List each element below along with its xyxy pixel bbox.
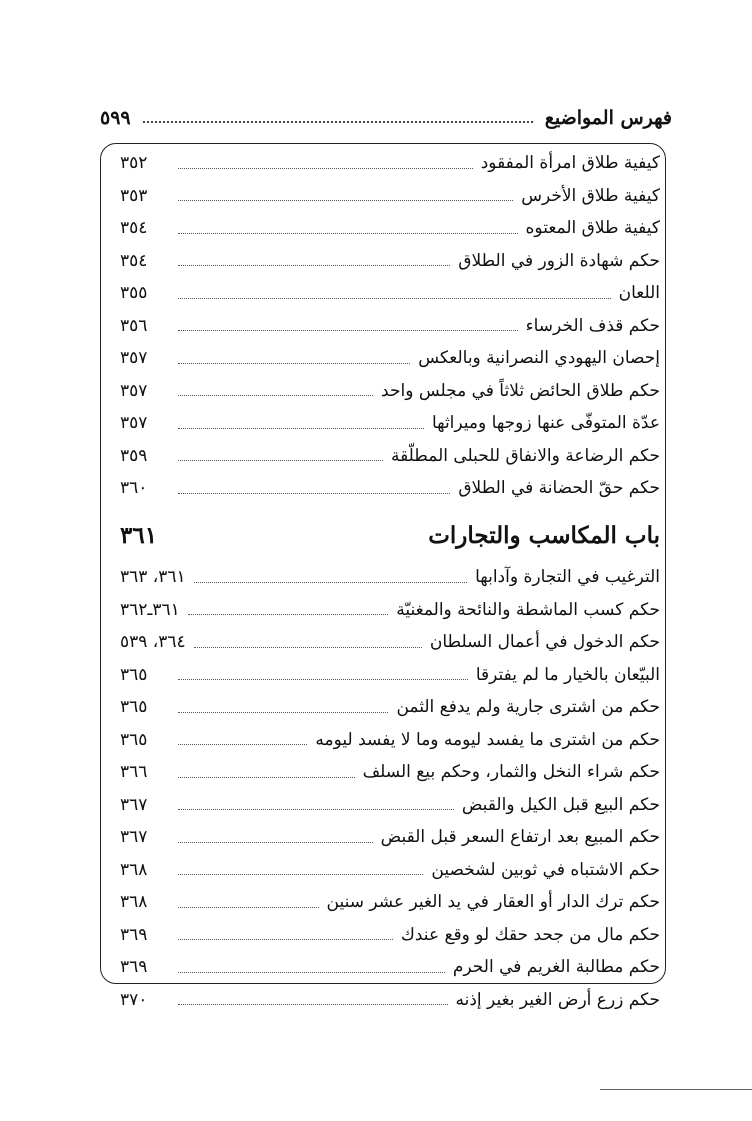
entry-title: كيفية طلاق امرأة المفقود xyxy=(480,153,660,174)
leader-dots xyxy=(178,777,355,778)
leader-dots xyxy=(178,842,373,843)
leader-dots xyxy=(178,493,450,494)
leader-dots xyxy=(178,168,473,169)
toc-entry[interactable] xyxy=(120,212,660,245)
entry-title: حكم من اشترى ما يفسد ليومه وما لا يفسد ليومه xyxy=(315,729,660,750)
toc-entry[interactable] xyxy=(120,886,660,919)
leader-dots xyxy=(178,972,445,973)
entry-page: ٣٥٦ xyxy=(120,315,148,336)
leader-dots xyxy=(178,679,468,680)
entry-title: حكم كسب الماشطة والنائحة والمغنيّة xyxy=(396,599,660,620)
toc-entry[interactable] xyxy=(120,951,660,984)
entry-page: ٣٦٤، ٥٣٩ xyxy=(120,632,186,653)
leader-dots xyxy=(178,265,450,266)
leader-dots xyxy=(188,614,388,615)
toc-entry[interactable] xyxy=(120,147,660,180)
entry-page: ٣٦٥ xyxy=(120,664,148,685)
entry-title: الترغيب في التجارة وآدابها xyxy=(475,567,660,588)
entry-title: حكم شراء النخل والثمار، وحكم بيع السلف xyxy=(362,762,660,783)
toc-entry[interactable] xyxy=(120,756,660,789)
leader-dots xyxy=(178,233,518,234)
entry-page: ٣٥٧ xyxy=(120,380,148,401)
toc-entry[interactable] xyxy=(120,310,660,343)
entry-page: ٣٦٧ xyxy=(120,827,148,848)
leader-dots xyxy=(178,1004,448,1005)
section-heading[interactable] xyxy=(120,515,660,555)
entry-page: ٣٦٩ xyxy=(120,957,148,978)
section-page: ٣٦١ xyxy=(120,521,158,549)
entry-page: ٣٥٧ xyxy=(120,413,148,434)
toc-entry[interactable] xyxy=(120,277,660,310)
toc-entry[interactable] xyxy=(120,245,660,278)
entry-title: حكم حقّ الحضانة في الطلاق xyxy=(458,478,660,499)
entry-title: حكم شهادة الزور في الطلاق xyxy=(458,250,660,271)
toc-entry[interactable] xyxy=(120,724,660,757)
entry-page: ٣٦٨ xyxy=(120,892,148,913)
leader-dots xyxy=(178,428,424,429)
leader-dots xyxy=(178,874,423,875)
entry-title: حكم مال من جحد حقك لو وقع عندك xyxy=(400,924,660,945)
toc-entry[interactable] xyxy=(120,342,660,375)
leader-dots xyxy=(178,712,388,713)
entry-title: حكم زرع أرض الغير بغير إذنه xyxy=(455,989,660,1010)
entry-page: ٣٦٦ xyxy=(120,762,148,783)
entry-page: ٣٥٧ xyxy=(120,348,148,369)
leader-dots xyxy=(194,647,422,648)
entry-page: ٣٥٤ xyxy=(120,218,148,239)
entry-title: حكم الرضاعة والانفاق للحبلى المطلّقة xyxy=(390,445,660,466)
entry-title: حكم البيع قبل الكيل والقبض xyxy=(461,794,660,815)
leader-dots xyxy=(178,200,513,201)
toc-entry[interactable] xyxy=(120,561,660,594)
entry-page: ٣٦١، ٣٦٣ xyxy=(120,567,186,588)
entry-page: ٣٦٥ xyxy=(120,697,148,718)
entry-title: حكم مطالبة الغريم في الحرم xyxy=(452,957,660,978)
toc-group-divorce xyxy=(120,147,660,505)
toc-entry[interactable] xyxy=(120,440,660,473)
page-number: ٥٩٩ xyxy=(100,107,131,129)
entry-page: ٣٥٥ xyxy=(120,283,148,304)
entry-title: حكم الدخول في أعمال السلطان xyxy=(429,632,660,653)
bottom-rule xyxy=(600,1089,752,1090)
entry-page: ٣٥٢ xyxy=(120,153,148,174)
toc-entry[interactable] xyxy=(120,789,660,822)
toc-group-trade xyxy=(120,561,660,1016)
toc-entry[interactable] xyxy=(120,919,660,952)
toc-entry[interactable] xyxy=(120,180,660,213)
section-title: باب المكاسب والتجارات xyxy=(428,521,660,549)
leader-dots xyxy=(178,363,410,364)
entry-title: حكم من اشترى جارية ولم يدفع الثمن xyxy=(396,697,660,718)
leader-dots xyxy=(178,298,611,299)
toc-entry[interactable] xyxy=(120,594,660,627)
entry-page: ٣٥٤ xyxy=(120,250,148,271)
toc-entry[interactable] xyxy=(120,691,660,724)
entry-page: ٣٦١ـ٣٦٢ xyxy=(120,599,180,620)
entry-title: حكم طلاق الحائض ثلاثاً في مجلس واحد xyxy=(381,380,660,401)
toc-entry[interactable] xyxy=(120,472,660,505)
entry-page: ٣٦٧ xyxy=(120,794,148,815)
entry-title: كيفية طلاق الأخرس xyxy=(521,185,660,206)
entry-title: عدّة المتوفّى عنها زوجها وميراثها xyxy=(431,413,660,434)
leader-dots xyxy=(178,395,373,396)
entry-page: ٣٦٥ xyxy=(120,729,148,750)
running-head xyxy=(100,103,672,133)
entry-page: ٣٦٠ xyxy=(120,478,148,499)
toc-entry[interactable] xyxy=(120,659,660,692)
entry-page: ٣٥٣ xyxy=(120,185,148,206)
entry-title: حكم المبيع بعد ارتفاع السعر قبل القبض xyxy=(380,827,660,848)
entry-title: البيّعان بالخيار ما لم يفترقا xyxy=(475,664,660,685)
toc-entry[interactable] xyxy=(120,407,660,440)
leader-dots xyxy=(178,907,319,908)
leader-dots xyxy=(143,121,533,123)
entry-title: حكم ترك الدار أو العقار في يد الغير عشر سنين xyxy=(326,892,660,913)
leader-dots xyxy=(178,809,454,810)
entry-title: حكم الاشتباه في ثوبين لشخصين xyxy=(431,859,660,880)
entry-page: ٣٥٩ xyxy=(120,445,148,466)
toc-entry[interactable] xyxy=(120,821,660,854)
leader-dots xyxy=(178,744,307,745)
entry-title: كيفية طلاق المعتوه xyxy=(525,218,660,239)
toc-entry[interactable] xyxy=(120,854,660,887)
entry-page: ٣٧٠ xyxy=(120,989,148,1010)
toc-entry[interactable] xyxy=(120,626,660,659)
running-title: فهرس المواضيع xyxy=(544,107,672,129)
toc-entry[interactable] xyxy=(120,375,660,408)
leader-dots xyxy=(178,460,383,461)
leader-dots xyxy=(178,330,518,331)
entry-page: ٣٦٨ xyxy=(120,859,148,880)
entry-title: إحصان اليهودي النصرانية وبالعكس xyxy=(418,348,660,369)
entry-title: حكم قذف الخرساء xyxy=(525,315,660,336)
leader-dots xyxy=(194,582,467,583)
entry-title: اللعان xyxy=(618,283,660,304)
toc-entry[interactable] xyxy=(120,984,660,1017)
entry-page: ٣٦٩ xyxy=(120,924,148,945)
leader-dots xyxy=(178,939,393,940)
